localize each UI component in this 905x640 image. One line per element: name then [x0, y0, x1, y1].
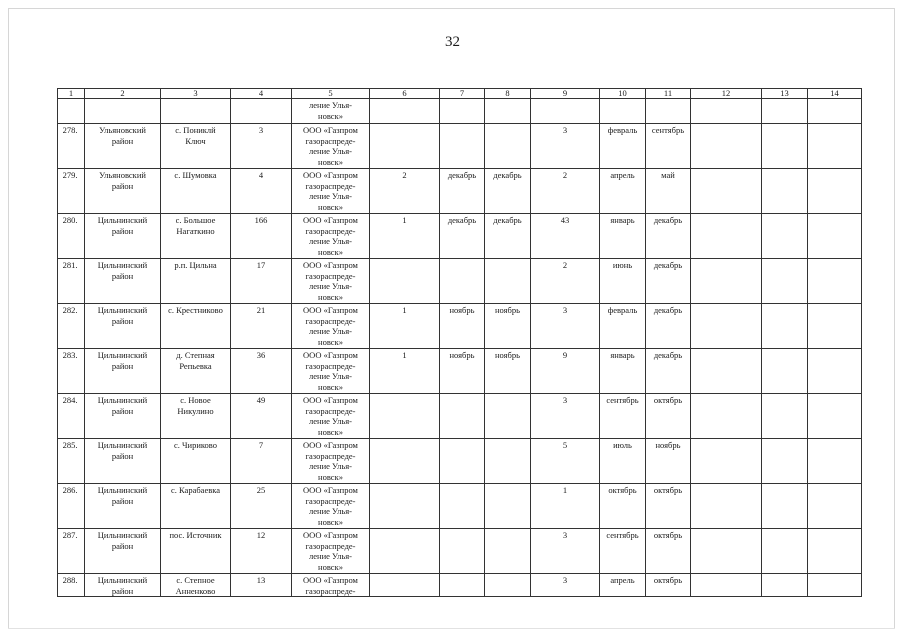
- column-header: 14: [808, 89, 862, 99]
- column-header: 1: [58, 89, 85, 99]
- column-header: 3: [161, 89, 231, 99]
- cell-quantity: 17: [231, 259, 292, 304]
- cell-col-6: 2: [370, 169, 440, 214]
- cell-organization: ООО «Газпром газораспреде- ление Улья- новск»: [292, 484, 370, 529]
- cell-organization: ООО «Газпром газораспреде- ление Улья- новск»: [292, 439, 370, 484]
- cell-district: Ульяновский район: [85, 124, 161, 169]
- cell-district: Цильнинский район: [85, 439, 161, 484]
- cell-quantity: 25: [231, 484, 292, 529]
- cell-settlement: с. Карабаевка: [161, 484, 231, 529]
- cell-empty: [691, 304, 762, 349]
- cell-row-number: 279.: [58, 169, 85, 214]
- cell-month-start: сентябрь: [600, 529, 646, 574]
- cell-quantity: 166: [231, 214, 292, 259]
- cell-district: Цильнинский район: [85, 214, 161, 259]
- table-row: [58, 439, 862, 484]
- cell: [600, 99, 646, 124]
- cell-col-9: 3: [531, 529, 600, 574]
- cell: [440, 99, 485, 124]
- cell-empty: [808, 394, 862, 439]
- table-row: [58, 214, 862, 259]
- column-header: 13: [762, 89, 808, 99]
- cell-quantity: 13: [231, 574, 292, 597]
- cell-col-8: ноябрь: [485, 349, 531, 394]
- cell-month-start: февраль: [600, 304, 646, 349]
- cell-quantity: 12: [231, 529, 292, 574]
- cell-empty: [762, 439, 808, 484]
- cell-month-start: июль: [600, 439, 646, 484]
- cell-col-8: [485, 529, 531, 574]
- cell-empty: [808, 529, 862, 574]
- cell-empty: [691, 574, 762, 597]
- cell-empty: [762, 484, 808, 529]
- column-header: 10: [600, 89, 646, 99]
- table-row: [58, 259, 862, 304]
- cell-month-end: октябрь: [646, 529, 691, 574]
- cell: [370, 99, 440, 124]
- cell-organization: ООО «Газпром газораспреде- ление Улья- новск»: [292, 169, 370, 214]
- column-header: 8: [485, 89, 531, 99]
- cell-empty: [808, 214, 862, 259]
- cell-empty: [691, 214, 762, 259]
- cell-row-number: 282.: [58, 304, 85, 349]
- column-header: 6: [370, 89, 440, 99]
- cell: [691, 99, 762, 124]
- cell-col-7: [440, 529, 485, 574]
- column-header: 9: [531, 89, 600, 99]
- cell-empty: [808, 124, 862, 169]
- cell-empty: [808, 574, 862, 597]
- cell-organization: ООО «Газпром газораспреде- ление Улья- новск»: [292, 394, 370, 439]
- page-bottom-edge: [8, 628, 895, 629]
- column-header: 11: [646, 89, 691, 99]
- cell-row-number: 278.: [58, 124, 85, 169]
- table-row: [58, 574, 862, 597]
- cell-month-start: октябрь: [600, 484, 646, 529]
- cell-row-number: 288.: [58, 574, 85, 597]
- cell-col-9: 5: [531, 439, 600, 484]
- cell: [85, 99, 161, 124]
- cell-empty: [762, 574, 808, 597]
- cell-month-end: октябрь: [646, 394, 691, 439]
- cell-district: Цильнинский район: [85, 574, 161, 597]
- header-row: [58, 89, 862, 99]
- cell-col-6: [370, 529, 440, 574]
- cell-col-6: 1: [370, 349, 440, 394]
- cell-row-number: 285.: [58, 439, 85, 484]
- cell-settlement: с. Пониклй Ключ: [161, 124, 231, 169]
- cell-month-end: декабрь: [646, 214, 691, 259]
- cell-empty: [762, 169, 808, 214]
- cell: [646, 99, 691, 124]
- cell-month-end: октябрь: [646, 574, 691, 597]
- cell-col-9: 2: [531, 169, 600, 214]
- cell-empty: [691, 169, 762, 214]
- cell-organization: ООО «Газпром газораспреде- ление Улья- новск»: [292, 259, 370, 304]
- table-row: [58, 169, 862, 214]
- cell-col-9: 3: [531, 574, 600, 597]
- cell-col-9: 9: [531, 349, 600, 394]
- cell-empty: [808, 349, 862, 394]
- page-number: 32: [445, 34, 460, 50]
- table-row: [58, 124, 862, 169]
- cell-empty: [762, 259, 808, 304]
- table-row: [58, 484, 862, 529]
- cell-month-end: декабрь: [646, 259, 691, 304]
- cell-col-6: [370, 394, 440, 439]
- cell-month-end: ноябрь: [646, 439, 691, 484]
- cell-col-7: [440, 574, 485, 597]
- cell-col-9: 2: [531, 259, 600, 304]
- table-row-continuation: [58, 99, 862, 124]
- cell-empty: [762, 529, 808, 574]
- cell-month-start: январь: [600, 349, 646, 394]
- cell-col-7: [440, 484, 485, 529]
- cell-col-8: [485, 439, 531, 484]
- cell-empty: [762, 394, 808, 439]
- cell-col-7: [440, 259, 485, 304]
- cell-organization: ООО «Газпром газораспреде- ление Улья- новск»: [292, 214, 370, 259]
- cell-col-8: декабрь: [485, 214, 531, 259]
- cell-empty: [762, 349, 808, 394]
- cell-district: Цильнинский район: [85, 349, 161, 394]
- cell-col-7: [440, 439, 485, 484]
- cell-month-end: май: [646, 169, 691, 214]
- cell-month-start: апрель: [600, 574, 646, 597]
- cell-organization: ООО «Газпром газораспреде- ление Улья- новск»: [292, 124, 370, 169]
- cell-empty: [691, 484, 762, 529]
- cell-col-8: [485, 259, 531, 304]
- cell-settlement: с. Новое Никулино: [161, 394, 231, 439]
- cell-row-number: 286.: [58, 484, 85, 529]
- cell-district: Цильнинский район: [85, 529, 161, 574]
- cell-col-9: 3: [531, 124, 600, 169]
- cell-empty: [808, 484, 862, 529]
- cell-settlement: пос. Источник: [161, 529, 231, 574]
- cell-district: Цильнинский район: [85, 259, 161, 304]
- cell-empty: [762, 124, 808, 169]
- cell-organization: ООО «Газпром газораспреде- ление Улья- новск»: [292, 529, 370, 574]
- cell-district: Цильнинский район: [85, 394, 161, 439]
- cell-month-start: сентябрь: [600, 394, 646, 439]
- cell-col-7: декабрь: [440, 214, 485, 259]
- cell-col-8: [485, 124, 531, 169]
- cell-month-end: октябрь: [646, 484, 691, 529]
- cell-empty: [808, 439, 862, 484]
- cell-empty: [691, 439, 762, 484]
- cell: [161, 99, 231, 124]
- cell-quantity: 7: [231, 439, 292, 484]
- cell-col-6: [370, 259, 440, 304]
- cell-col-6: 1: [370, 304, 440, 349]
- cell-settlement: с. Степное Анненково: [161, 574, 231, 597]
- cell-col-7: ноябрь: [440, 304, 485, 349]
- cell-quantity: 49: [231, 394, 292, 439]
- cell-month-end: сентябрь: [646, 124, 691, 169]
- cell-settlement: с. Чириково: [161, 439, 231, 484]
- column-header: 7: [440, 89, 485, 99]
- cell-col-9: 43: [531, 214, 600, 259]
- cell: [808, 99, 862, 124]
- cell-row-number: 280.: [58, 214, 85, 259]
- cell-district: Ульяновский район: [85, 169, 161, 214]
- cell-quantity: 3: [231, 124, 292, 169]
- cell-col-6: [370, 124, 440, 169]
- cell-quantity: 21: [231, 304, 292, 349]
- column-header: 5: [292, 89, 370, 99]
- cell-col-9: 1: [531, 484, 600, 529]
- cell-col-7: ноябрь: [440, 349, 485, 394]
- cell-col-8: [485, 484, 531, 529]
- cell-row-number: 281.: [58, 259, 85, 304]
- cell-col-6: 1: [370, 214, 440, 259]
- cell-row-number: 284.: [58, 394, 85, 439]
- cell-empty: [762, 214, 808, 259]
- cell-col-9: 3: [531, 304, 600, 349]
- table-row: [58, 529, 862, 574]
- table-row: [58, 304, 862, 349]
- cell-empty: [762, 304, 808, 349]
- cell-empty: [691, 394, 762, 439]
- cell-empty: [691, 529, 762, 574]
- cell-col-6: [370, 439, 440, 484]
- cell-month-end: декабрь: [646, 349, 691, 394]
- cell-row-number: 287.: [58, 529, 85, 574]
- column-header: 12: [691, 89, 762, 99]
- cell-month-start: апрель: [600, 169, 646, 214]
- cell-col-9: 3: [531, 394, 600, 439]
- cell-organization: ООО «Газпром газораспреде- ление Улья- новск»: [292, 349, 370, 394]
- cell-empty: [691, 349, 762, 394]
- cell-organization: ООО «Газпром газораспреде- ление Улья- новск»: [292, 304, 370, 349]
- cell: [762, 99, 808, 124]
- cell-empty: [808, 169, 862, 214]
- cell-settlement: с. Большое Нагаткино: [161, 214, 231, 259]
- cell-empty: [808, 259, 862, 304]
- table-row: [58, 349, 862, 394]
- cell: [485, 99, 531, 124]
- cell: [58, 99, 85, 124]
- data-table: [57, 88, 862, 597]
- column-header: 4: [231, 89, 292, 99]
- table-body: [58, 99, 862, 597]
- cell-organization: ООО «Газпром газораспреде-: [292, 574, 370, 597]
- cell-org: ление Улья- новск»: [292, 99, 370, 124]
- cell-col-8: [485, 574, 531, 597]
- cell-empty: [691, 124, 762, 169]
- cell-month-start: февраль: [600, 124, 646, 169]
- table-row: [58, 394, 862, 439]
- cell-quantity: 4: [231, 169, 292, 214]
- cell-quantity: 36: [231, 349, 292, 394]
- cell-col-6: [370, 574, 440, 597]
- cell-district: Цильнинский район: [85, 484, 161, 529]
- cell-col-7: [440, 394, 485, 439]
- cell-col-8: ноябрь: [485, 304, 531, 349]
- cell-col-7: [440, 124, 485, 169]
- cell-empty: [808, 304, 862, 349]
- cell-settlement: с. Шумовка: [161, 169, 231, 214]
- cell-district: Цильнинский район: [85, 304, 161, 349]
- cell-month-start: январь: [600, 214, 646, 259]
- cell-settlement: р.п. Цильна: [161, 259, 231, 304]
- cell-row-number: 283.: [58, 349, 85, 394]
- cell-col-8: [485, 394, 531, 439]
- cell-col-7: декабрь: [440, 169, 485, 214]
- cell-month-end: декабрь: [646, 304, 691, 349]
- cell-col-8: декабрь: [485, 169, 531, 214]
- cell-empty: [691, 259, 762, 304]
- cell: [231, 99, 292, 124]
- cell: [531, 99, 600, 124]
- cell-month-start: июнь: [600, 259, 646, 304]
- column-header: 2: [85, 89, 161, 99]
- cell-col-6: [370, 484, 440, 529]
- cell-settlement: с. Крестниково: [161, 304, 231, 349]
- cell-settlement: д. Степная Репьевка: [161, 349, 231, 394]
